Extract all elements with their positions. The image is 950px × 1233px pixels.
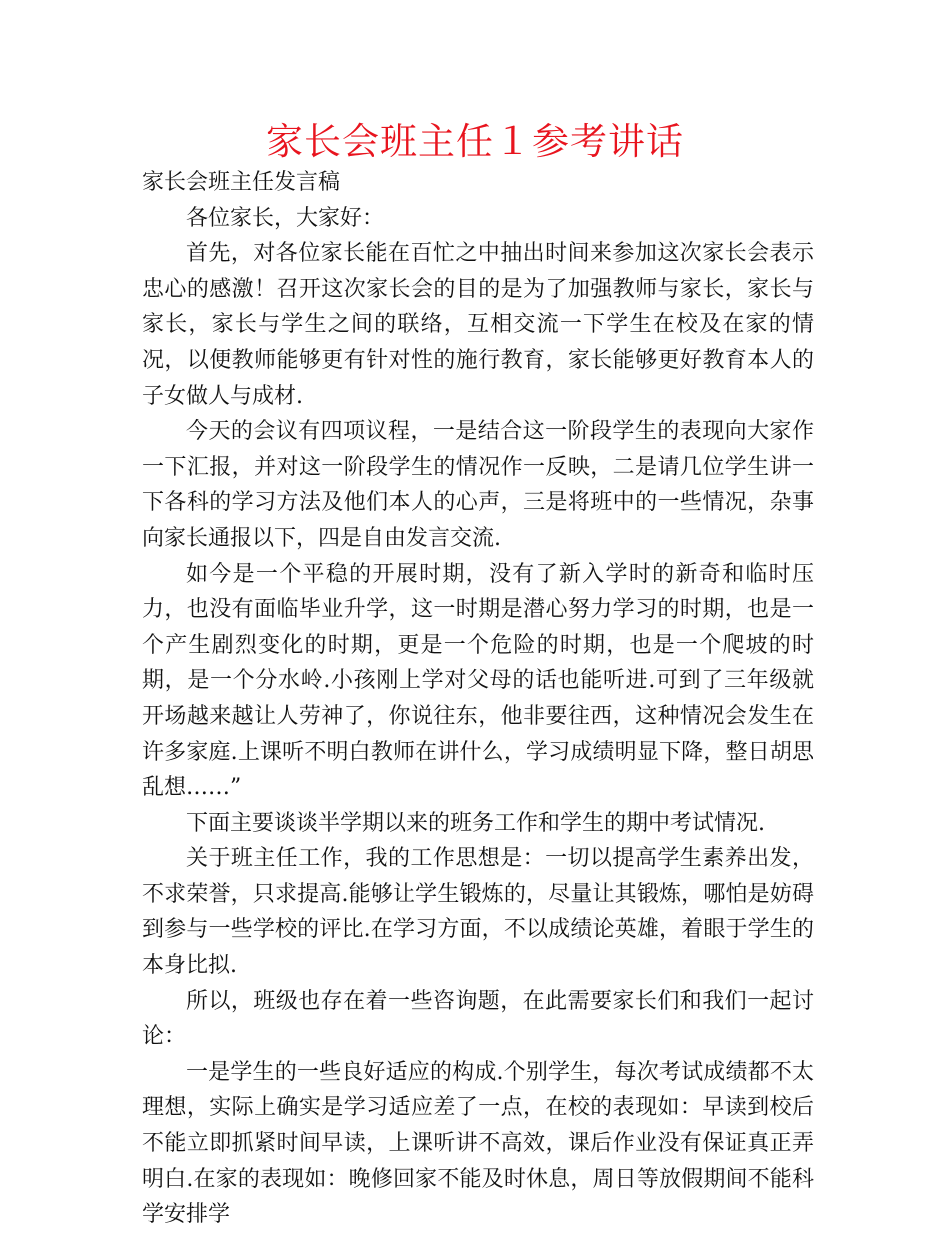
- document-body: [142, 165, 814, 1233]
- paragraph-agenda: 今天的会议有四项议程，一是结合这一阶段学生的表现向大家作一下汇报，并对这一阶段学生的情况作一反映，二是请几位学生讲一下各科的学习方法及他们本人的心声，三是将班中的一些情况，杂事向家长通报以下，四是自由发言交流.: [142, 419, 814, 551]
- document-title: 家长会班主任１参考讲话: [266, 120, 684, 163]
- paragraph-opening: 首先，对各位家长能在百忙之中抽出时间来参加这次家长会表示忠心的感激！召开这次家长会的目的是为了加强教师与家长，家长与家长，家长与学生之间的联络，互相交流一下学生在校及在家的情况，以便教师能够更有针对性的施行教育，家长能够更好教育本人的子女做人与成材.: [142, 241, 814, 409]
- paragraph-habits: 一是学生的一些良好适应的构成.个别学生，每次考试成绩都不太理想，实际上确实是学习适应差了一点，在校的表现如：早读到校后不能立即抓紧时间早读，上课听讲不高效，课后作业没有保证真正弄明白.在家的表现如：晚修回家不能及时休息，周日等放假期间不能科学安排学: [142, 1059, 814, 1228]
- paragraph-transition: 下面主要谈谈半学期以来的班务工作和学生的期中考试情况.: [186, 810, 765, 836]
- paragraph-work-philosophy: 关于班主任工作，我的工作思想是：一切以提高学生素养出发，不求荣誉，只求提高.能够让学生锻炼的，尽量让其锻炼，哪怕是妨碍到参与一些学校的评比.在学习方面，不以成绩论英雄，着眼于学生的本身比拟.: [142, 846, 814, 979]
- paragraph-issues-intro: 所以，班级也存在着一些咨询题，在此需要家长们和我们一起讨论：: [142, 988, 814, 1050]
- document-subtitle: 家长会班主任发言稿: [142, 170, 341, 195]
- paragraph-period: 如今是一个平稳的开展时期，没有了新入学时的新奇和临时压力，也没有面临毕业升学，这一时期是潜心努力学习的时期，也是一个产生剧烈变化的时期，更是一个危险的时期，也是一个爬坡的时期，是一个分水岭.小孩刚上学对父母的话也能听进.可到了三年级就开场越来越让人劳神了，你说往东，他非要往西，这种情况会发生在许多家庭.上课听不明白教师在讲什么，学习成绩明显下降，整日胡思乱想……”: [142, 561, 814, 801]
- paragraph-greeting: 各位家长，大家好：: [186, 205, 385, 231]
